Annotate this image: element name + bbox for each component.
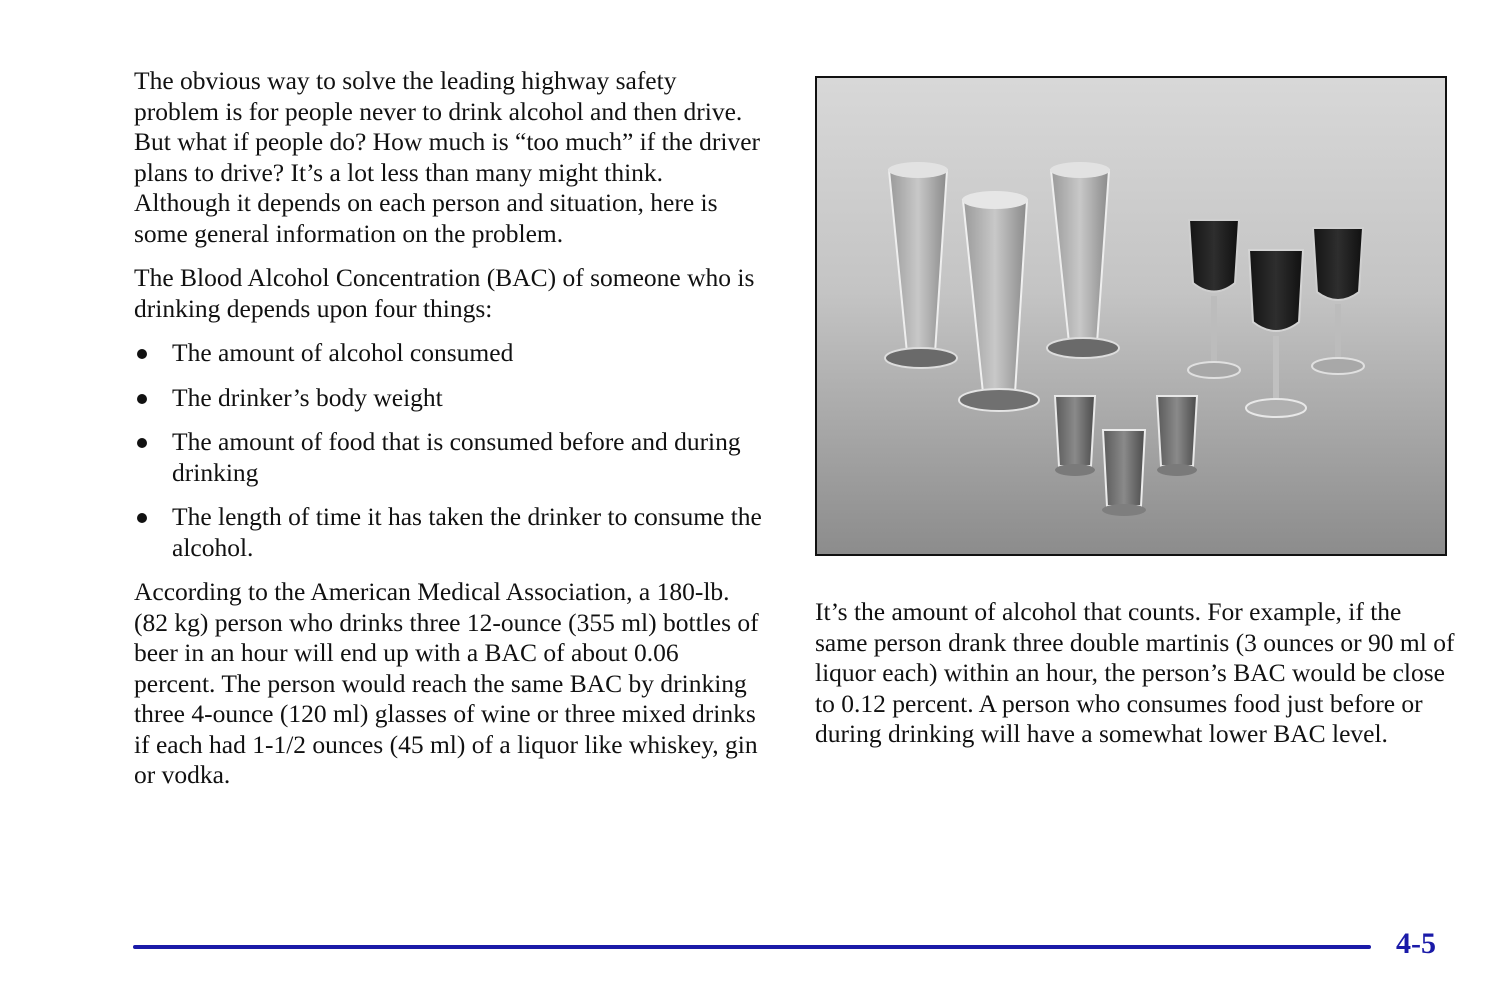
bullet-icon	[137, 513, 147, 523]
bullet-icon	[137, 349, 147, 359]
shot-glass-left	[1055, 396, 1095, 476]
bac-paragraph: The Blood Alcohol Concentration (BAC) of someone who is drinking depends upon four things:	[134, 263, 755, 323]
drinks-photo	[815, 76, 1447, 556]
shot-glass-center	[1102, 430, 1146, 516]
footer-rule	[133, 945, 1371, 949]
ama-paragraph: According to the American Medical Association, a 180-lb. (82 kg) person who drinks three 12-ounce (355 ml) bottles of beer in an hour will end up with a BAC of about 0.06 percent. The person would reach the same BAC by drinking three 4-ounce (120 ml) glasses of wine or three mixed drinks if each had 1-1/2 ounces (45 ml) of a liquor like whiskey, gin or vodka.	[134, 577, 759, 789]
alcohol-counts-paragraph: It’s the amount of alcohol that counts. For example, if the same person drank three double martinis (3 ounces or 90 ml of liquor each) within an hour, the person’s BAC would be close to 0.12 percent. A person who consumes food just before or during drinking will have a somewhat lower BAC level.	[815, 597, 1455, 748]
left-column	[134, 66, 764, 805]
bullet-icon	[137, 394, 147, 404]
shot-glass-right	[1157, 396, 1197, 476]
list-item: The drinker’s body weight	[134, 383, 764, 414]
right-column	[815, 597, 1455, 764]
bullet-icon	[137, 438, 147, 448]
list-item: The length of time it has taken the drinker to consume the alcohol.	[134, 502, 764, 563]
list-item: The amount of food that is consumed before and during drinking	[134, 427, 764, 488]
page-number: 4-5	[1396, 927, 1436, 960]
list-item: The amount of alcohol consumed	[134, 338, 764, 369]
intro-paragraph: The obvious way to solve the leading highway safety problem is for people never to drink alcohol and then drive. But what if people do? How much is “too much” if the driver plans to drive? It’s a lot less than many might think. Although it depends on each person and situation, here is some general information on the problem.	[134, 66, 761, 248]
drinks-photo-illustration	[817, 78, 1445, 554]
bac-factors-list	[134, 338, 764, 563]
